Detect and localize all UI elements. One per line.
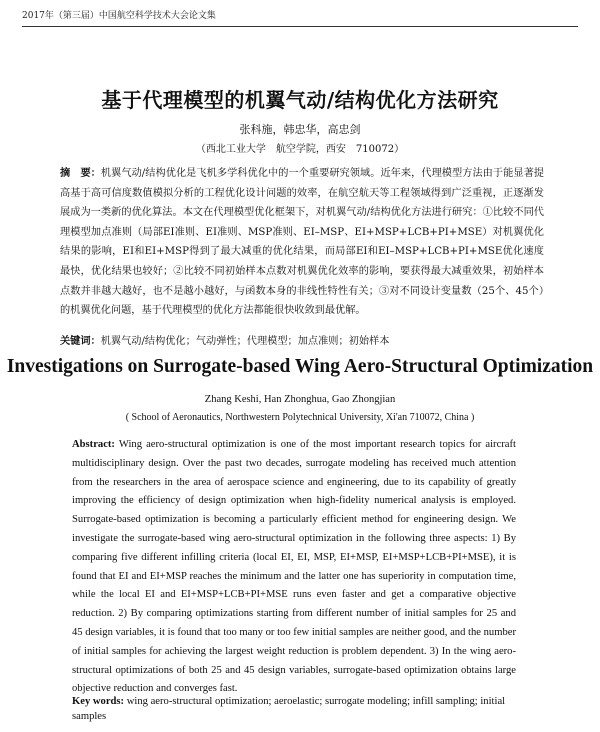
chinese-keywords [60,332,544,351]
english-keywords [72,694,516,724]
english-keywords-label: Key words: [72,696,125,707]
chinese-abstract [60,164,544,321]
english-affiliation: ( School of Aeronautics, Northwestern Polytechnical University, Xi'an 710072, China ) [125,412,475,423]
chinese-authors: 张科施，韩忠华，高忠剑 [239,123,361,136]
english-title: Investigations on Surrogate-based Wing Aero-Structural Optimization [6,356,594,377]
english-authors: Zhang Keshi, Han Zhonghua, Gao Zhongjian [204,394,396,405]
chinese-abstract-text: 机翼气动/结构优化是飞机多学科优化中的一个重要研究领域。近年来，代理模型方法由于能显著提高基于高可信度数值模拟分析的工程优化设计问题的效率，在航空航天等工程领域得到广泛重视，正逐渐发展成为一类新的优化算法。本文在代理模型优化框架下，对机翼气动/结构优化方法进行研究：①比较不同代理模型加点准则（局部EI准则、EI准则、MSP准则、EI–MSP、EI+MSP+LCB+PI+MSE）对机翼优化结果的影响，EI和EI+MSP得到了最大减重的优化结果，而局部EI和EI–MSP+LCB+PI+MSE优化速度最快，优化结果也较好；②比较不同初始样本点数对机翼优化效率的影响，要获得最大减重效果，初始样本点数并非越大越好，也不是越小越好，与函数本身的非线性特性有关；③对不同设计变量数（25个、45个）的机翼优化问题，基于代理模型的优化方法都能很快收敛到最优解。 [60,168,544,317]
chinese-title: 基于代理模型的机翼气动/结构优化方法研究 [101,88,499,112]
english-abstract-text: Wing aero-structural optimization is one of the most important research topics for aircraft multidisciplinary design. Over the past two decades, surrogate modeling has received much attention from the researchers in the area of aerospace science and engineering, due to its capability of greatly improving the efficiency of design optimization when high-fidelity numerical analysis is employed. Surrogate-based optimization is becoming a particularly efficient method for engineering design. We investigate the surrogate-based wing aero-structural optimization in the following three aspects: 1) By comparing five different infilling criteria (local EI, EI, MSP, EI+MSP, EI+MSP+LCB+PI+MSE), it is found that EI and EI+MSP reaches the minimum and the latter one has superiority in computation time, while the local EI and EI+MSP+LCB+PI+MSE runs even faster and get a comparative objective reduction. 2) By comparing optimizations starting from different number of initial samples for 25 and 45 design variables, it is found that too many or too few initial samples are neither good, and the number of initial samples for achieving the largest weight reduction is problem dependent. 3) In the wing aero-structural optimizations of both 25 and 45 design variables, surrogate-based optimization obtains large objective reduction and converges fast. [72,439,516,695]
english-keywords-text: wing aero-structural optimization; aeroelastic; surrogate modeling; infill sampling; initial samples [72,696,506,722]
english-abstract [72,436,516,699]
chinese-abstract-label: 摘 要： [60,168,101,179]
english-abstract-label: Abstract: [72,439,115,450]
chinese-keywords-text: 机翼气动/结构优化；气动弹性；代理模型；加点准则；初始样本 [100,336,390,347]
chinese-affiliation: （西北工业大学 航空学院，西安 710072） [195,144,405,155]
running-header: 2017年（第三届）中国航空科学技术大会论文集 [22,8,578,27]
chinese-keywords-label: 关键词： [60,336,101,347]
